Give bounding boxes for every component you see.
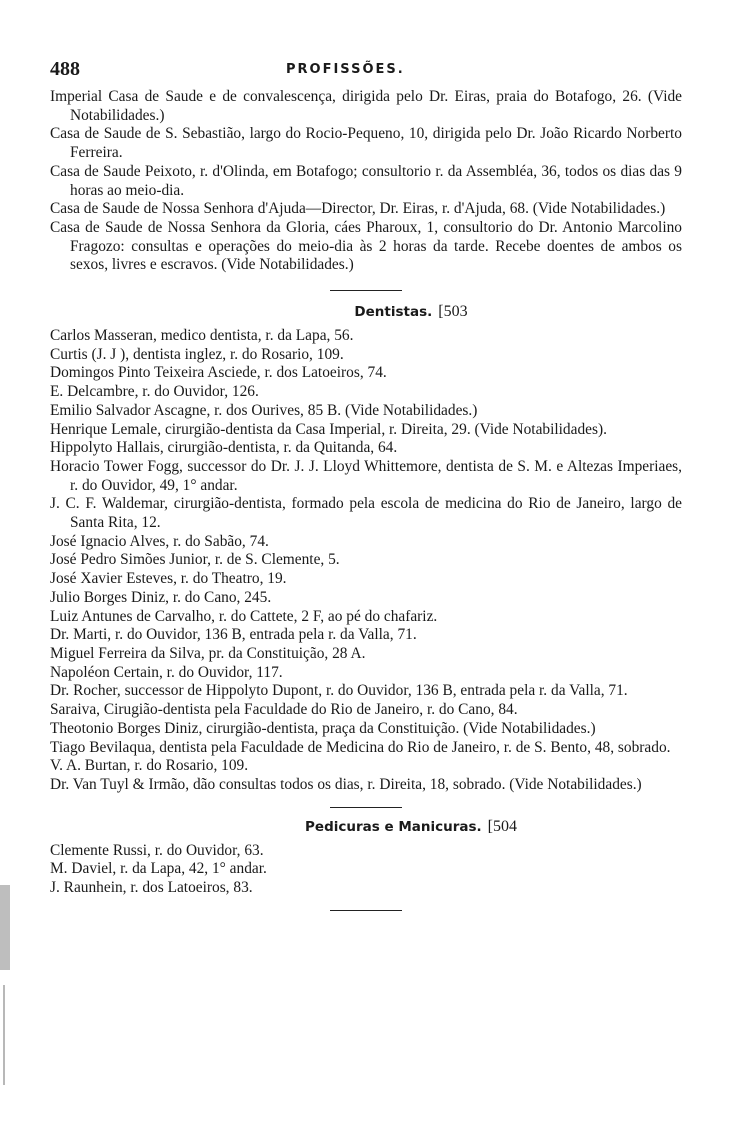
list-item: Casa de Saude de Nossa Senhora da Gloria, cáes Pharoux, 1, consultorio do Dr. Antonio Marcolino Fragozo: consultas e operações do meio-dia às 2 horas da tarde. Recebe doentes de ambos os sexos, livres e escravos. (Vide Notabilidades.) [50, 218, 682, 274]
list-item: Domingos Pinto Teixeira Asciede, r. dos Latoeiros, 74. [50, 364, 387, 382]
list-item: José Pedro Simões Junior, r. de S. Clemente, 5. [50, 551, 340, 569]
list-item: Theotonio Borges Diniz, cirurgião-dentista, praça da Constituição. (Vide Notabilidades.) [50, 719, 596, 737]
dentistas-section [50, 303, 682, 795]
list-item: M. Daviel, r. da Lapa, 42, 1° andar. [50, 860, 267, 878]
list-item: Saraiva, Cirugião-dentista pela Faculdade do Rio de Janeiro, r. do Cano, 84. [50, 701, 518, 719]
section-reference: [504 [487, 817, 517, 835]
section-reference: [503 [438, 303, 468, 321]
list-item: Carlos Masseran, medico dentista, r. da Lapa, 56. [50, 327, 354, 345]
list-item: Casa de Saude de Nossa Senhora d'Ajuda—Director, Dr. Eiras, r. d'Ajuda, 68. (Vide Notabilidades.) [50, 200, 666, 218]
margin-scan-mark [0, 885, 10, 970]
list-item: Emilio Salvador Ascagne, r. dos Ourives, 85 B. (Vide Notabilidades.) [50, 401, 478, 419]
list-item: José Xavier Esteves, r. do Theatro, 19. [50, 570, 287, 588]
list-item: Casa de Saude de S. Sebastião, largo do Rocio-Pequeno, 10, dirigida pelo Dr. João Ricardo Norberto Ferreira. [50, 125, 682, 162]
list-item: E. Delcambre, r. do Ouvidor, 126. [50, 383, 259, 401]
list-item: Henrique Lemale, cirurgião-dentista da Casa Imperial, r. Direita, 29. (Vide Notabilidades). [50, 420, 607, 438]
list-item: V. A. Burtan, r. do Rosario, 109. [50, 757, 249, 775]
list-item: Dr. Van Tuyl & Irmão, dão consultas todos os dias, r. Direita, 18, sobrado. (Vide Notabilidades.) [50, 775, 642, 793]
list-item: Hippolyto Hallais, cirurgião-dentista, r. da Quitanda, 64. [50, 439, 398, 457]
list-item: Julio Borges Diniz, r. do Cano, 245. [50, 588, 272, 606]
section-heading [50, 303, 682, 321]
section-heading-label: Pedicuras e Manicuras. [305, 818, 482, 835]
casas-de-saude-section [50, 88, 682, 275]
list-item: José Ignacio Alves, r. do Sabão, 74. [50, 532, 269, 550]
list-item: J. C. F. Waldemar, cirurgião-dentista, formado pela escola de medicina do Rio de Janeiro, largo de Santa Rita, 12. [50, 495, 682, 532]
pedicuras-section [50, 818, 682, 898]
list-item: Imperial Casa de Saude e de convalescença, dirigida pelo Dr. Eiras, praia do Botafogo, 26. (Vide Notabilidades.) [50, 88, 682, 124]
margin-scan-mark [3, 985, 5, 1085]
section-heading-label: Dentistas. [354, 304, 433, 321]
section-divider [330, 290, 402, 291]
list-item: Casa de Saude Peixoto, r. d'Olinda, em Botafogo; consultorio r. da Assembléa, 36, todos os dias das 9 horas ao meio-dia. [50, 162, 682, 199]
list-item: Horacio Tower Fogg, successor do Dr. J. J. Lloyd Whittemore, dentista de S. M. e Altezas Imperiaes, r. do Ouvidor, 49, 1° andar. [50, 457, 682, 494]
running-title: PROFISSÕES. [286, 62, 405, 77]
page-content [50, 88, 682, 923]
list-item: Tiago Bevilaqua, dentista pela Faculdade de Medicina do Rio de Janeiro, r. de S. Bento, 48, sobrado. [50, 738, 671, 756]
list-item: Miguel Ferreira da Silva, pr. da Constituição, 28 A. [50, 644, 366, 662]
section-heading [50, 818, 682, 836]
list-item: Clemente Russi, r. do Ouvidor, 63. [50, 841, 264, 859]
list-item: Luiz Antunes de Carvalho, r. do Cattete, 2 F, ao pé do chafariz. [50, 607, 438, 625]
section-divider [330, 910, 402, 911]
list-item: Dr. Marti, r. do Ouvidor, 136 B, entrada pela r. da Valla, 71. [50, 626, 417, 644]
list-item: J. Raunhein, r. dos Latoeiros, 83. [50, 879, 253, 897]
page-header [50, 58, 686, 86]
list-item: Napoléon Certain, r. do Ouvidor, 117. [50, 663, 283, 681]
list-item: Dr. Rocher, successor de Hippolyto Dupont, r. do Ouvidor, 136 B, entrada pela r. da Valla, 71. [50, 682, 628, 700]
section-divider [330, 807, 402, 808]
list-item: Curtis (J. J ), dentista inglez, r. do Rosario, 109. [50, 345, 344, 363]
page-number: 488 [50, 58, 80, 80]
